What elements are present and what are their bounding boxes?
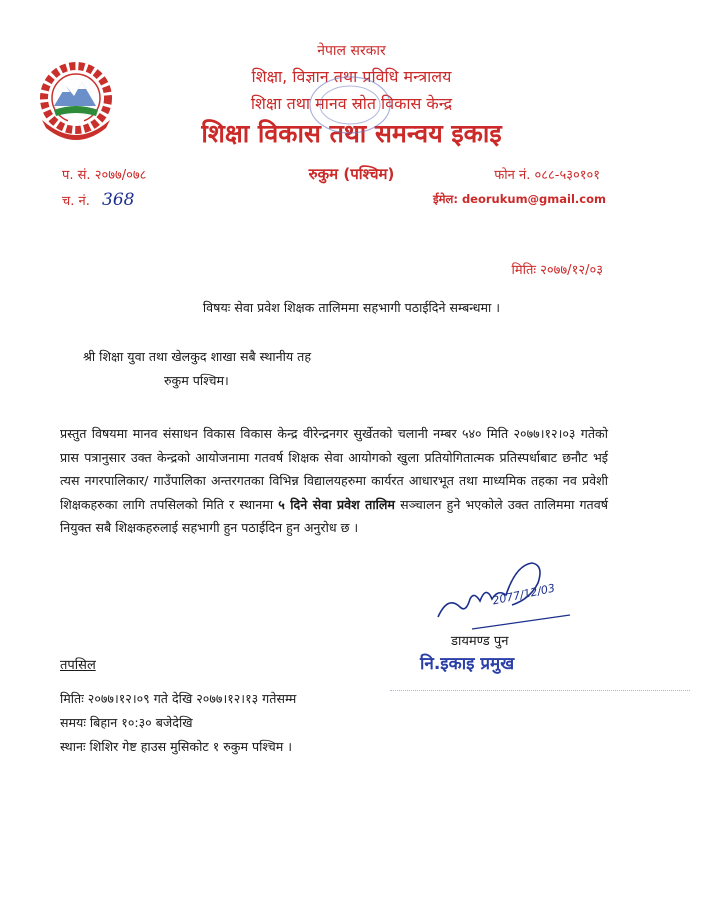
signatory-name: डायमण्ड पुन <box>451 634 509 649</box>
office-location: रुकुम (पश्चिम) <box>308 165 395 183</box>
addressee-line-2: रुकुम पश्चिम। <box>164 373 229 388</box>
tapasil-heading: तपसिल <box>60 658 96 673</box>
govt-name: नेपाल सरकार <box>317 43 386 59</box>
signatory-title-stamp: नि.इकाइ प्रमुख <box>420 654 515 674</box>
subject-line: विषयः सेवा प्रवेश शिक्षक तालिममा सहभागी पठाईदिने सम्बन्धमा । <box>202 300 501 315</box>
dispatch-number: 368 <box>102 190 135 210</box>
ministry-name: शिक्षा, विज्ञान तथा प्रविधि मन्त्रालय <box>251 67 452 86</box>
signature-date: 2077/12/03 <box>491 581 557 608</box>
unit-name: शिक्षा विकास तथा समन्वय इकाइ <box>201 119 502 148</box>
stamp-dotted-line <box>390 690 690 691</box>
addressee-line-1: श्री शिक्षा युवा तथा खेलकुद शाखा सबै स्थानीय तह <box>83 349 312 364</box>
body-paragraph <box>60 422 608 540</box>
body-text-bold: ५ दिने सेवा प्रवेश तालिम <box>278 496 395 512</box>
letter-date: मितिः २०७७/१२/०३ <box>511 263 603 278</box>
email-address: ईमेल: deorukum@gmail.com <box>433 192 606 206</box>
center-name: शिक्षा तथा मानव स्रोत विकास केन्द्र <box>250 94 453 113</box>
ref-number: प. सं. २०७७/०७८ <box>62 168 147 183</box>
phone-number: फोन नं. ०८८-५३०१०१ <box>494 168 600 183</box>
tapasil-place: स्थानः शिशिर गेष्ट हाउस मुसिकोट १ रुकुम पश्चिम । <box>60 739 293 754</box>
body-text-part-1: प्रस्तुत विषयमा मानव संसाधन विकास विकास केन्द्र वीरेन्द्रनगर सुर्खेतको चलानी नम्बर ५४० मिति २०७७।१२।०३ गतेको प्रास पत्रानुसार उक्त केन्द्रको आयोजनामा गतवर्ष शिक्षक सेवा आयोगको खुला प्रतियोगितात्मक प्रतिस्पर्धाबाट छनौट भई त्यस नगरपालिकार/ गाउँपालिका अन्तरगतका विभिन्न विद्यालयहरुमा कार्यरत आधारभूत तथा माध्यमिक तहका नव प्रवेशी शिक्षकहरुका लागि तपसिलको मिति र स्थानमा <box>60 426 608 512</box>
tapasil-date: मितिः २०७७।१२।०९ गते देखि २०७७।१२।१३ गतेसम्म <box>60 691 297 706</box>
office-stamp-icon <box>300 70 400 140</box>
dispatch-label: च. नं. <box>62 194 90 209</box>
tapasil-time: समयः बिहान १०:३० बजेदेखि <box>60 715 193 730</box>
body-text-part-2: सञ्चालन हुने भएकोले उक्त तालिममा गतवर्ष नियुक्त सबै शिक्षकहरुलाई सहभागी हुन पठाईदिन हुन अनुरोध छ । <box>60 496 608 535</box>
